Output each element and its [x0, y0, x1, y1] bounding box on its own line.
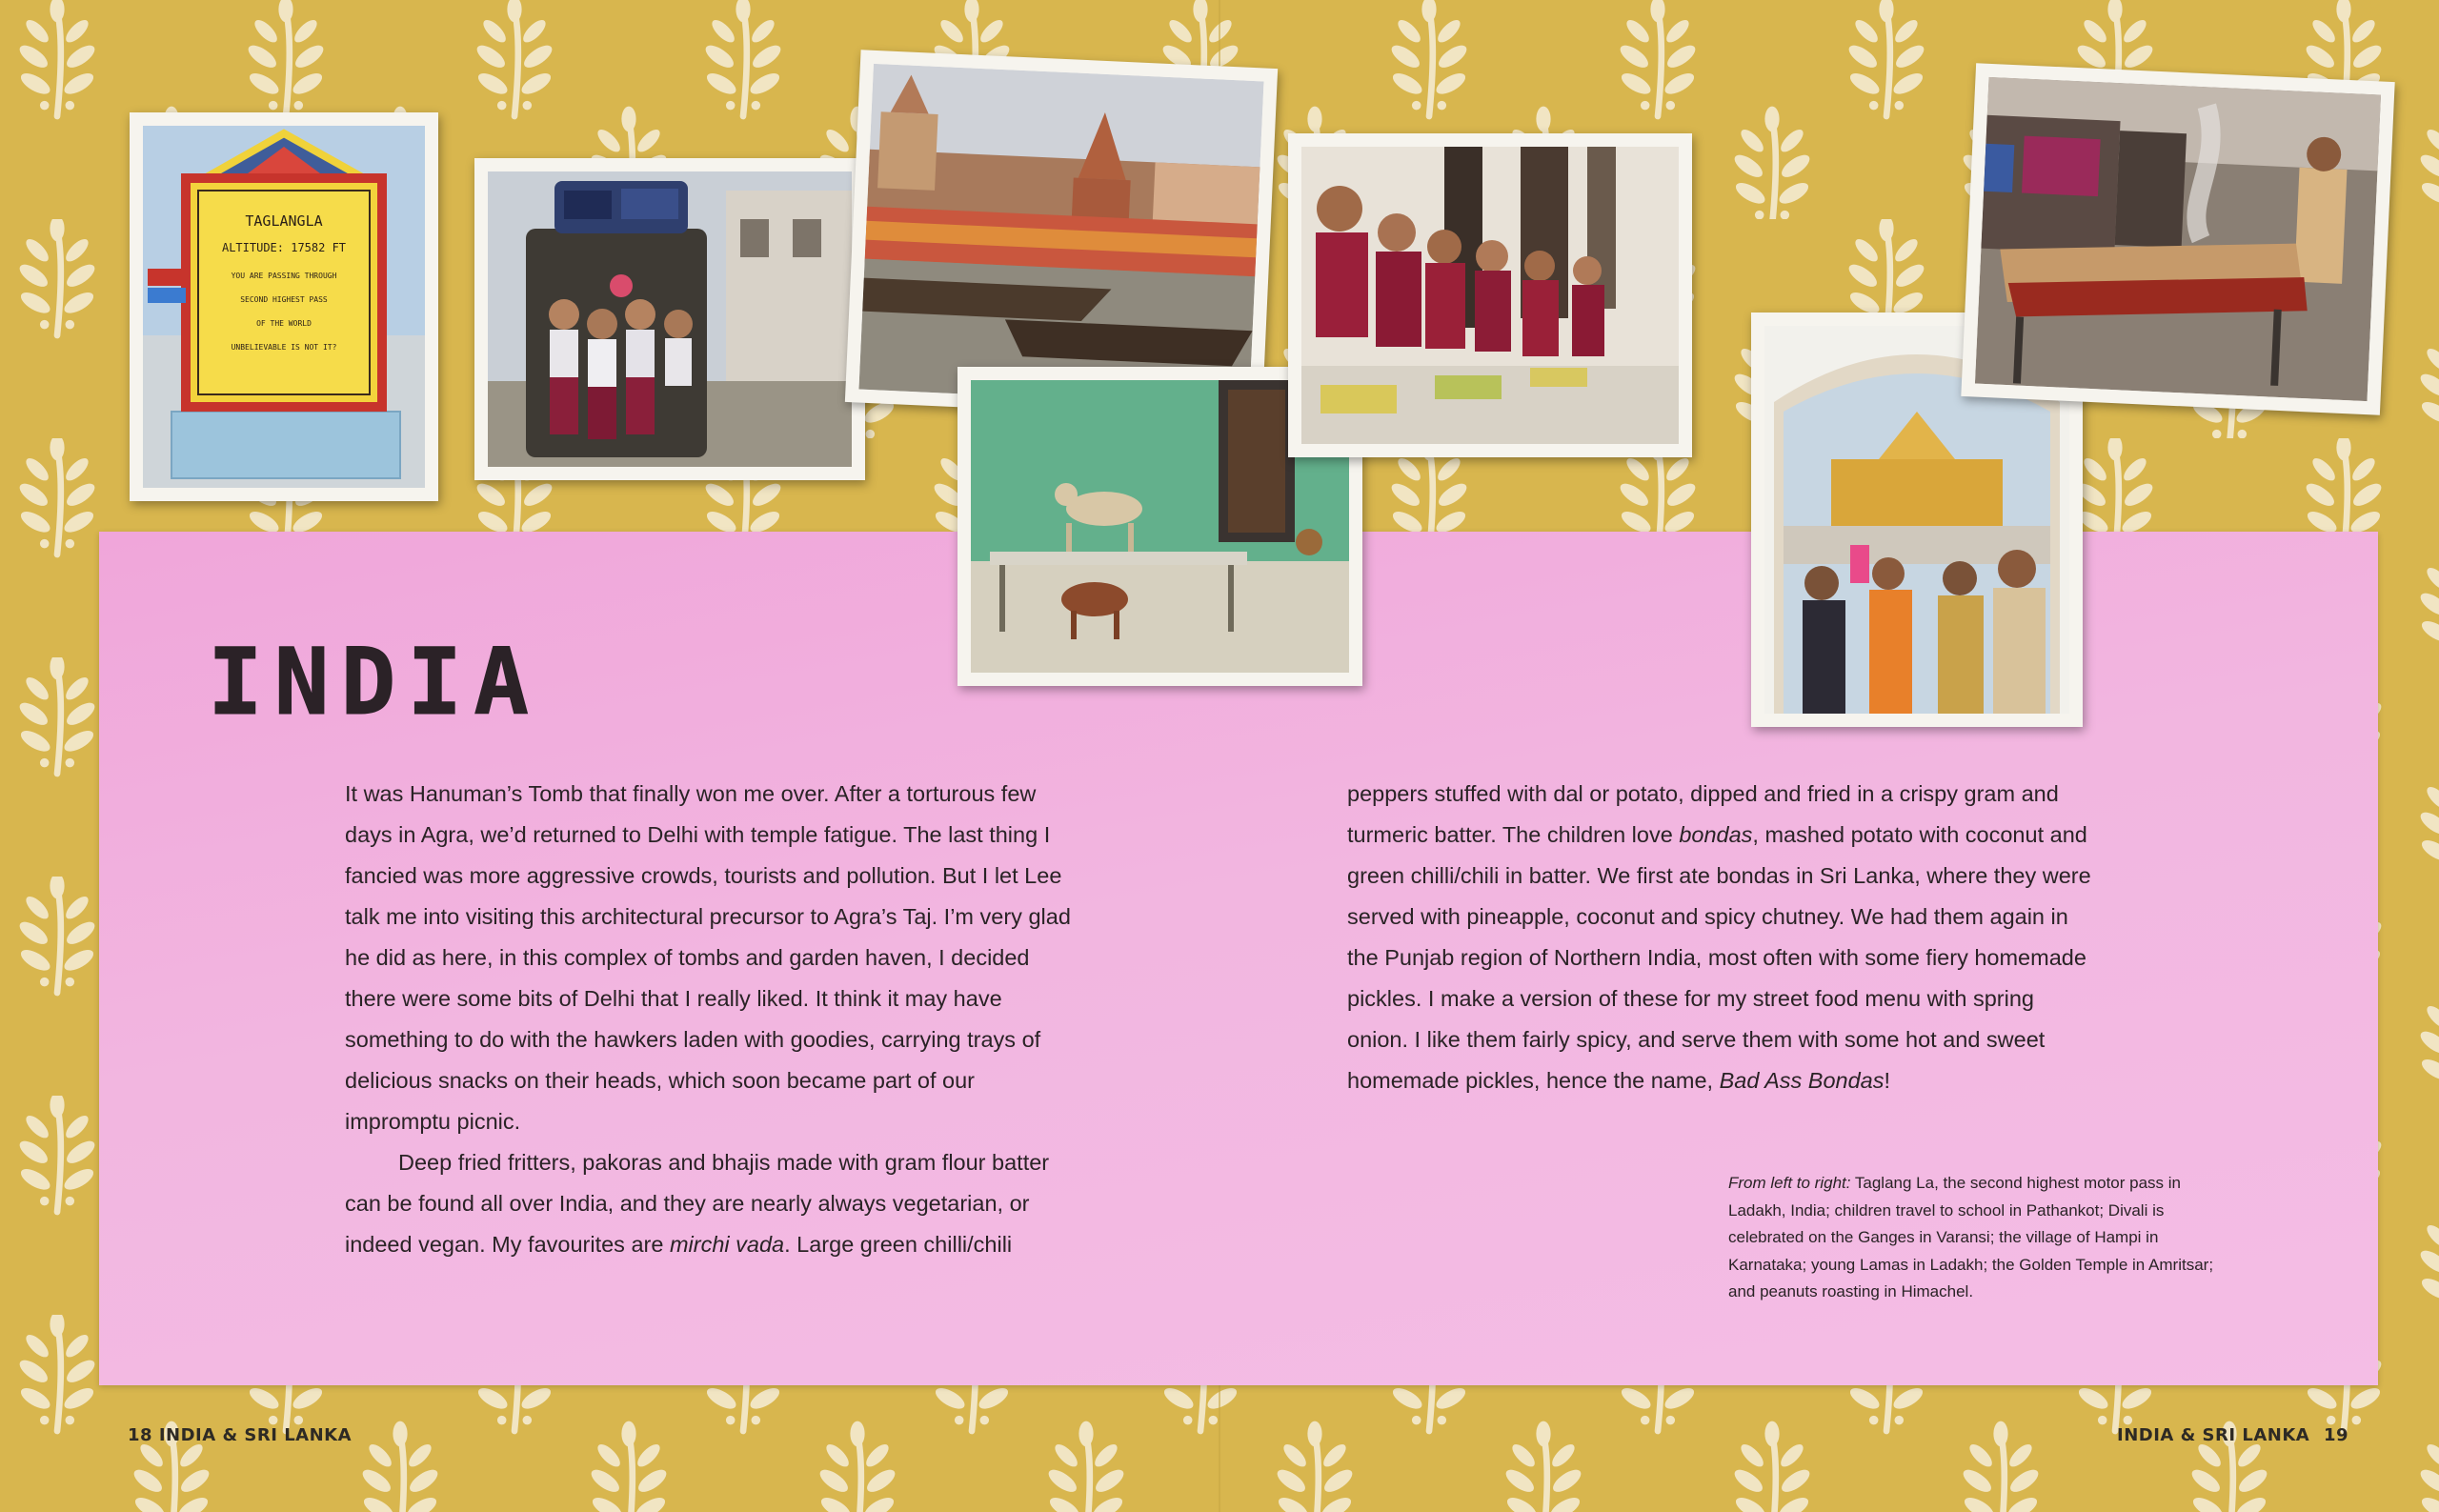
photo-taglangla-sign [130, 112, 438, 501]
body-column-right [1347, 774, 2100, 1101]
sign-line-4: SECOND HIGHEST PASS [240, 295, 328, 304]
photo-ganges-divali [845, 50, 1278, 420]
running-head-right: INDIA & SRI LANKA [2117, 1425, 2310, 1445]
body-column-left [345, 774, 1078, 1265]
folio-right [2117, 1425, 2348, 1445]
running-head-left: INDIA & SRI LANKA [158, 1425, 353, 1445]
photo-children-jeep [474, 158, 865, 480]
caption-lead: From left to right: [1728, 1174, 1851, 1192]
page-number-right: 19 [2323, 1425, 2349, 1445]
sign-line-1: TAGLANGLA [245, 212, 323, 230]
paragraph-2-text-a: Deep fried fritters, pakoras and bhajis made with gram flour batter can be found all over India, and they are nearly always vegetarian, or indeed vegan. My favourites are [345, 1150, 1050, 1257]
page-title: INDIA [208, 629, 540, 736]
paragraph-2-emphasis: mirchi vada [669, 1232, 785, 1257]
sign-line-6: UNBELIEVABLE IS NOT IT? [231, 343, 337, 352]
photo-young-lamas [1288, 133, 1692, 457]
paragraph-3-text-b: , mashed potato with coconut and green chilli/chili in batter. We first ate bondas in Sri Lanka, where they were served with pineapple, coconut and spicy chutney. We had them again in the Punjab region of Northern India, most often with some fiery homemade pickles. I make a version of these for my street food menu with spring onion. I like them fairly spicy, and serve them with some hot and sweet homemade pickles, hence the name, [1347, 822, 2091, 1093]
paragraph-2 [345, 1142, 1078, 1265]
photo-peanuts-roasting [1961, 63, 2394, 415]
sign-line-2: ALTITUDE: 17582 FT [221, 241, 347, 254]
caption-text: Taglang La, the second highest motor pass in Ladakh, India; children travel to school in Pathankot; Divali is celebrated on the Ganges in Varansi; the village of Hampi in Karnataka; young Lamas in Ladakh; the Golden Temple in Amritsar; and peanuts roasting in Himachel. [1728, 1174, 2214, 1300]
paragraph-3-emphasis-1: bondas [1679, 822, 1753, 847]
paragraph-1: It was Hanuman’s Tomb that finally won me over. After a torturous few days in Agra, we’d returned to Delhi with temple fatigue. The last thing I fancied was more aggressive crowds, tourists and pollution. But I let Lee talk me into visiting this architectural precursor to Agra’s Taj. I’m very glad he did as here, in this complex of tombs and garden haven, I decided there were some bits of Delhi that I really liked. It think it may have something to do with the hawkers laden with goodies, carrying trays of delicious snacks on their heads, which soon became part of our impromptu picnic. [345, 781, 1071, 1134]
paragraph-2-text-b: . Large green chilli/chili [784, 1232, 1013, 1257]
sign-line-5: OF THE WORLD [256, 319, 312, 328]
sign-line-3: YOU ARE PASSING THROUGH [231, 272, 337, 280]
photo-caption [1728, 1170, 2224, 1306]
folio-left [128, 1425, 352, 1445]
paragraph-3-text-a: peppers stuffed with dal or potato, dipped and fried in a crispy gram and turmeric batter. The children love [1347, 781, 2059, 847]
page-number-left: 18 [128, 1425, 153, 1445]
paragraph-3-text-c: ! [1884, 1068, 1891, 1093]
paragraph-3-emphasis-2: Bad Ass Bondas [1719, 1068, 1885, 1093]
paragraph-3 [1347, 774, 2100, 1101]
